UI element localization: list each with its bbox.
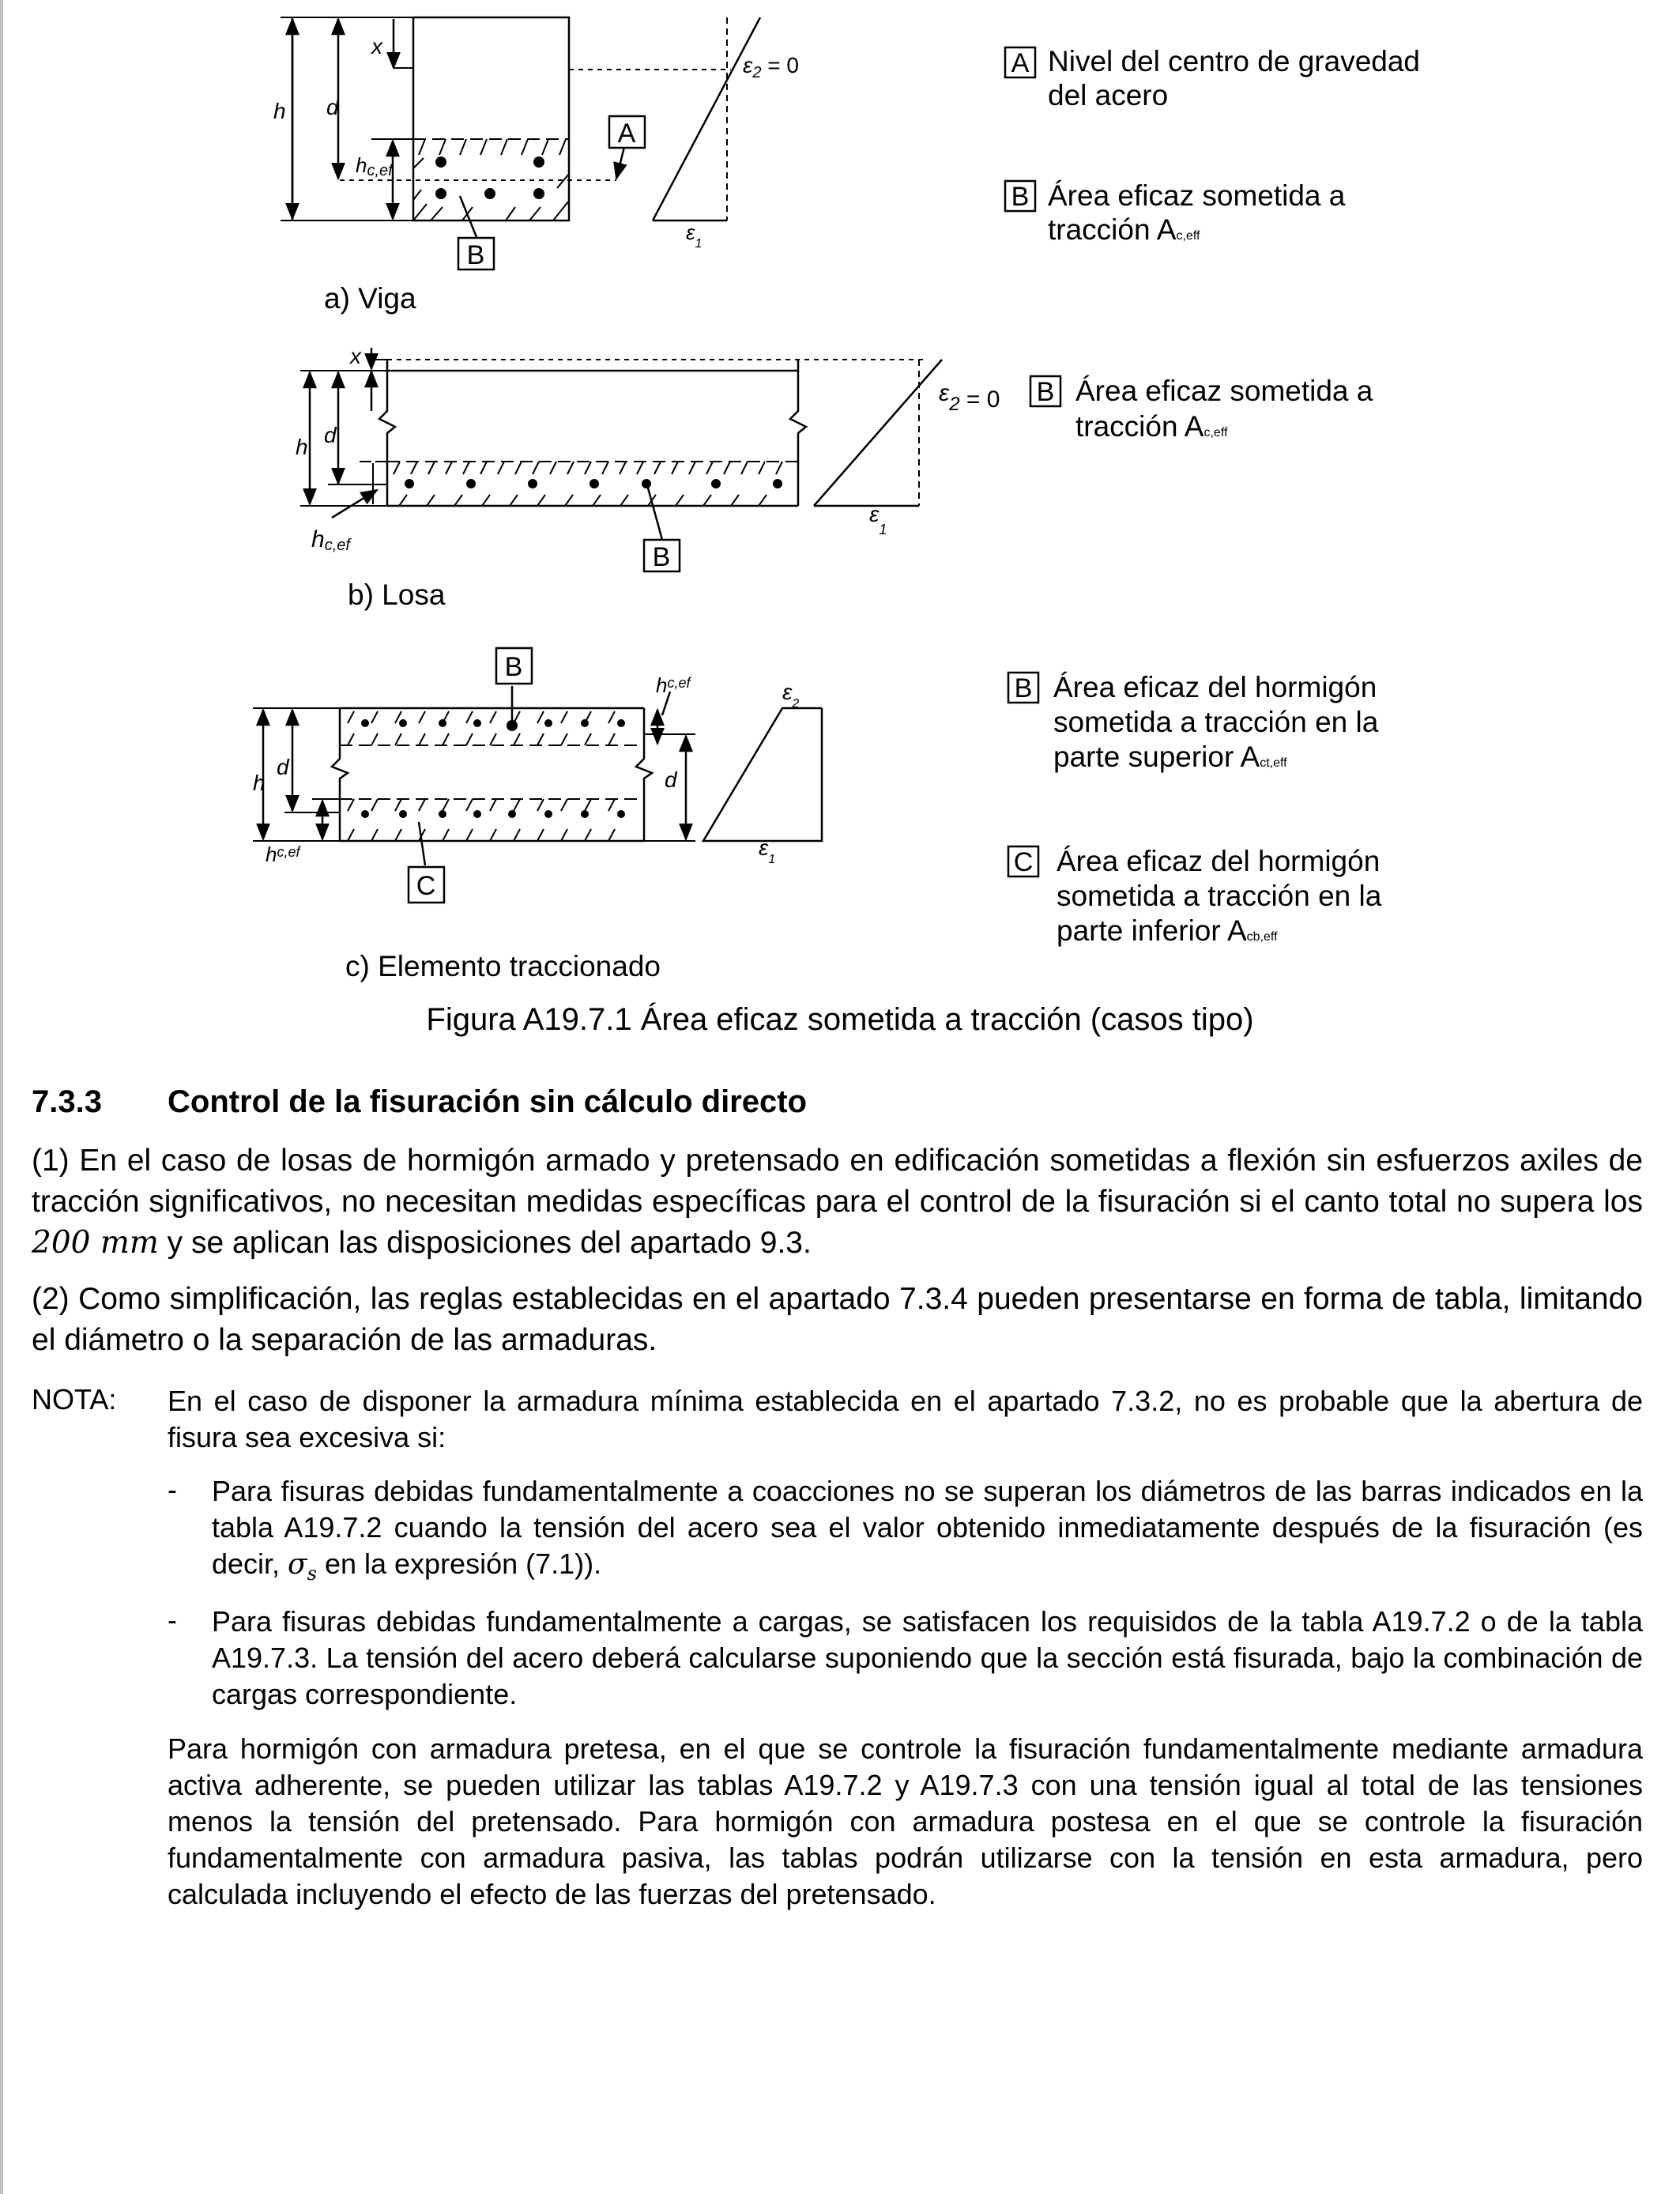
legend-c: [1008, 671, 1382, 947]
svg-text:parte inferior Acb,eff: parte inferior Acb,eff: [1057, 914, 1278, 947]
nota-intro: En el caso de disponer la armadura mínima establecida en el apartado 7.3.2, no es probable que la abertura de fisura sea excesiva si:: [168, 1385, 1643, 1453]
nota-bullet-1: Para fisuras debidas fundamentalmente a coacciones no se superan los diámetros de las barras indicados en la tabla A19.7.2 cuando la tensión del acero sea el valor obtenido inmediatamente después de la fisuración (es decir, $\sigma_s$ en la expresión (7.1)).: [212, 1475, 1643, 1585]
paragraph-1: (1) En el caso de losas de hormigón armado y pretensado en edificación sometidas a flexión sin esfuerzos axiles de tracción significativos, no necesitan medidas específicas para el control de la fisuración si el canto total no supera los 200 mm y se aplican las disposiciones del apartado 9.3.: [32, 1144, 1643, 1261]
svg-text:tracción Ac,eff: tracción Ac,eff: [1075, 410, 1228, 443]
dim-h-a: h: [273, 99, 286, 123]
svg-text:sometida a tracción en la: sometida a tracción en la: [1053, 706, 1379, 738]
label-c-elemento: c) Elemento traccionado: [345, 950, 661, 982]
tag-c-C-text: C: [416, 871, 436, 901]
rebar-dots-b: [405, 479, 782, 488]
eps2-b: $\varepsilon_2 = 0$: [939, 380, 1000, 415]
dim-x-a: x: [371, 34, 382, 58]
section-number: 7.3.3: [32, 1084, 102, 1119]
svg-text:Área eficaz sometida a: Área eficaz sometida a: [1075, 375, 1373, 407]
hatch-lines-c: [348, 711, 615, 841]
nota-closing: Para hormigón con armadura pretesa, en el que se controle la fisuración fundamentalmente mediante armadura activa adherente, se pueden utilizar las tablas A19.7.2 y A19.7.3 con una tensión igual al total de las tensiones menos la tensión del pretensado. Para hormigón con armadura postesa en el que se controle la fisuración fundamentalmente con armadura pasiva, las tablas podrán utilizarse con la tensión en esta armadura, pero calculada incluyendo el efecto de las fuerzas del pretensado.: [168, 1732, 1643, 1910]
dim-h-c: h: [253, 771, 266, 795]
rebar-dots-a: [435, 156, 544, 199]
svg-text:tracción Ac,eff: tracción Ac,eff: [1048, 213, 1200, 246]
svg-text:Área eficaz sometida a: Área eficaz sometida a: [1048, 179, 1346, 212]
eps2-a: $\varepsilon_2 = 0$: [743, 53, 799, 81]
diagram-b-losa: [300, 348, 942, 540]
eps1-b: $\varepsilon_1$: [869, 502, 887, 537]
svg-text:sometida a tracción en la: sometida a tracción en la: [1057, 880, 1382, 912]
eps1-a: $\varepsilon_1$: [686, 221, 703, 251]
tag-a-A-text: A: [617, 119, 636, 149]
section-title: Control de la fisuración sin cálculo directo: [168, 1084, 808, 1119]
paragraph-2: (2) Como simplificación, las reglas establecidas en el apartado 7.3.4 pueden presentarse en forma de tabla, limitando el diámetro o la separación de las armaduras.: [32, 1282, 1643, 1357]
svg-text:A: A: [1011, 48, 1030, 78]
bullet-dash-1: -: [168, 1473, 177, 1506]
dim-hcef-a: hc,ef: [356, 153, 393, 179]
dim-d-a: d: [326, 95, 339, 119]
svg-text:C: C: [1013, 847, 1034, 877]
tag-a-B-text: B: [466, 240, 485, 270]
figure-a19-7-1: [0, 0, 1680, 996]
svg-text:Nivel del centro de gravedad: Nivel del centro de gravedad: [1048, 45, 1421, 77]
svg-text:del acero: del acero: [1048, 79, 1169, 111]
hatch-lines-b: [394, 462, 782, 506]
svg-text:B: B: [1014, 673, 1033, 703]
legend-b: [1030, 375, 1373, 443]
bullet-dash-2: -: [168, 1604, 177, 1636]
svg-text:parte superior Act,eff: parte superior Act,eff: [1053, 741, 1287, 773]
eps2-c: $\varepsilon_2$: [782, 680, 800, 711]
dim-h-b: h: [296, 435, 308, 459]
svg-text:Área eficaz del hormigón: Área eficaz del hormigón: [1053, 671, 1377, 703]
diagram-c-elemento: [253, 686, 822, 865]
dim-d-c-left: d: [277, 755, 289, 779]
tag-b-B-text: B: [652, 542, 671, 572]
dim-hcef-c-bottom: $h^{c,ef}$: [266, 843, 300, 866]
nota-bullet-2: Para fisuras debidas fundamentalmente a cargas, se satisfacen los requisidos de la tabla A19.7.2 o de la tabla A19.7.3. La tensión del acero deberá calcularse suponiendo que la sección está fisurada, bajo la combinación de cargas correspondiente.: [212, 1605, 1643, 1710]
legend-a: [1005, 45, 1420, 246]
svg-text:B: B: [1011, 182, 1030, 212]
eps1-c: $\varepsilon_1$: [759, 835, 776, 866]
figure-caption: Figura A19.7.1 Área eficaz sometida a tracción (casos tipo): [426, 1002, 1254, 1037]
dim-x-b: x: [350, 344, 361, 368]
dim-hcef-b: hc,ef: [311, 526, 350, 554]
dim-d-b: d: [324, 423, 337, 447]
tag-c-B-text: B: [504, 652, 523, 682]
diagram-a-viga: [281, 17, 760, 237]
svg-text:Área eficaz del hormigón: Área eficaz del hormigón: [1057, 845, 1381, 877]
nota-label: NOTA:: [32, 1383, 117, 1416]
label-a-viga: a) Viga: [324, 282, 416, 315]
dim-d-c-right: d: [665, 767, 677, 792]
svg-text:B: B: [1036, 377, 1055, 407]
label-b-losa: b) Losa: [348, 579, 446, 611]
dim-hcef-c-top: $h^{c,ef}$: [656, 673, 691, 697]
